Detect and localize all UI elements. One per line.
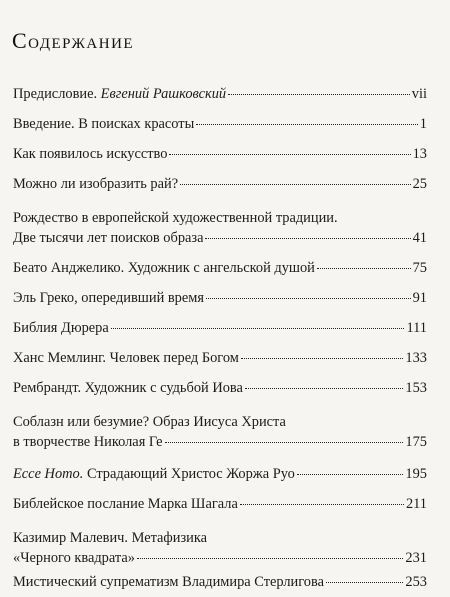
entry-title: Рождество в европейской художественной традиции.: [13, 210, 338, 226]
leader-dots: [326, 582, 403, 583]
entry-title: Как появилось искусство: [13, 146, 168, 162]
page-number: 133: [405, 350, 427, 366]
entry-title: Эль Греко, опередивший время: [13, 290, 204, 306]
leader-dots: [111, 328, 405, 329]
toc-entry: [13, 318, 427, 338]
toc-line: [13, 572, 427, 592]
toc-entry: [13, 464, 427, 484]
entry-title: Соблазн или безумие? Образ Иисуса Христа: [13, 414, 286, 430]
page-number: 41: [412, 230, 427, 246]
page-number: 195: [405, 466, 427, 482]
page-title: Содержание: [12, 28, 135, 53]
entry-title: Беато Анджелико. Художник с ангельской душой: [13, 260, 315, 276]
toc-entry: [13, 144, 427, 164]
toc-line: [13, 494, 427, 514]
page-number: 111: [406, 320, 427, 336]
toc-line: [13, 378, 427, 398]
toc-line: [13, 258, 427, 278]
leader-dots: [240, 504, 404, 505]
entry-title: Библейское послание Марка Шагала: [13, 496, 238, 512]
toc-line: [13, 548, 427, 568]
page-number: 231: [405, 550, 427, 566]
toc-entry: [13, 258, 427, 278]
entry-title-cont: «Черного квадрата»: [13, 550, 135, 566]
toc-line: [13, 288, 427, 308]
toc-line: [13, 464, 427, 484]
toc-entry: [13, 84, 427, 104]
entry-title: Страдающий Христос Жоржа Руо: [86, 466, 295, 482]
leader-dots: [180, 184, 411, 185]
page-number: vii: [411, 86, 427, 102]
entry-title-cont: Две тысячи лет поисков образа: [13, 230, 204, 246]
entry-title: Ханс Мемлинг. Человек перед Богом: [13, 350, 239, 366]
leader-dots: [206, 298, 411, 299]
toc-entry: [13, 174, 427, 194]
entry-title-cont: в творчестве Николая Ге: [13, 434, 163, 450]
page-number: 253: [405, 574, 427, 590]
toc-entry: [13, 288, 427, 308]
page-number: 91: [412, 290, 427, 306]
toc-entry: [13, 114, 427, 134]
toc-line: [13, 84, 427, 104]
entry-title: Рембрандт. Художник с судьбой Иова: [13, 380, 243, 396]
toc-line: [13, 208, 427, 228]
page-number: 25: [412, 176, 427, 192]
toc-entry: [13, 412, 427, 452]
toc-line: [13, 528, 427, 548]
toc-entry: [13, 348, 427, 368]
entry-title: Предисловие.: [13, 86, 98, 102]
page-number: 75: [412, 260, 427, 276]
page-number: 1: [419, 116, 427, 132]
toc-line: [13, 412, 427, 432]
toc-line: [13, 114, 427, 134]
toc-line: [13, 144, 427, 164]
page-number: 211: [405, 496, 427, 512]
entry-author: Евгений Рашковский: [100, 86, 227, 102]
toc-entry: [13, 208, 427, 248]
page-number: 13: [412, 146, 427, 162]
page-number: 175: [405, 434, 427, 450]
leader-dots: [165, 442, 404, 443]
leader-dots: [196, 124, 418, 125]
leader-dots: [137, 558, 403, 559]
entry-title: Казимир Малевич. Метафизика: [13, 530, 208, 546]
leader-dots: [241, 358, 404, 359]
leader-dots: [169, 154, 410, 155]
entry-title: Можно ли изобразить рай?: [13, 176, 179, 192]
leader-dots: [297, 474, 404, 475]
toc-line: [13, 348, 427, 368]
entry-title: Введение. В поисках красоты: [13, 116, 195, 132]
toc-entry: [13, 494, 427, 514]
entry-title: Мистический супрематизм Владимира Стерлигова: [13, 574, 324, 590]
toc-line: [13, 228, 427, 248]
leader-dots: [228, 94, 410, 95]
toc-line: [13, 174, 427, 194]
entry-lead-italic: Ecce Homo.: [13, 466, 84, 482]
leader-dots: [205, 238, 410, 239]
toc-line: [13, 432, 427, 452]
entry-title: Библия Дюрера: [13, 320, 109, 336]
toc-line: [13, 318, 427, 338]
page-number: 153: [405, 380, 427, 396]
toc-entry: [13, 572, 427, 592]
leader-dots: [317, 268, 411, 269]
leader-dots: [245, 388, 404, 389]
toc-entry: [13, 528, 427, 568]
toc-entry: [13, 378, 427, 398]
